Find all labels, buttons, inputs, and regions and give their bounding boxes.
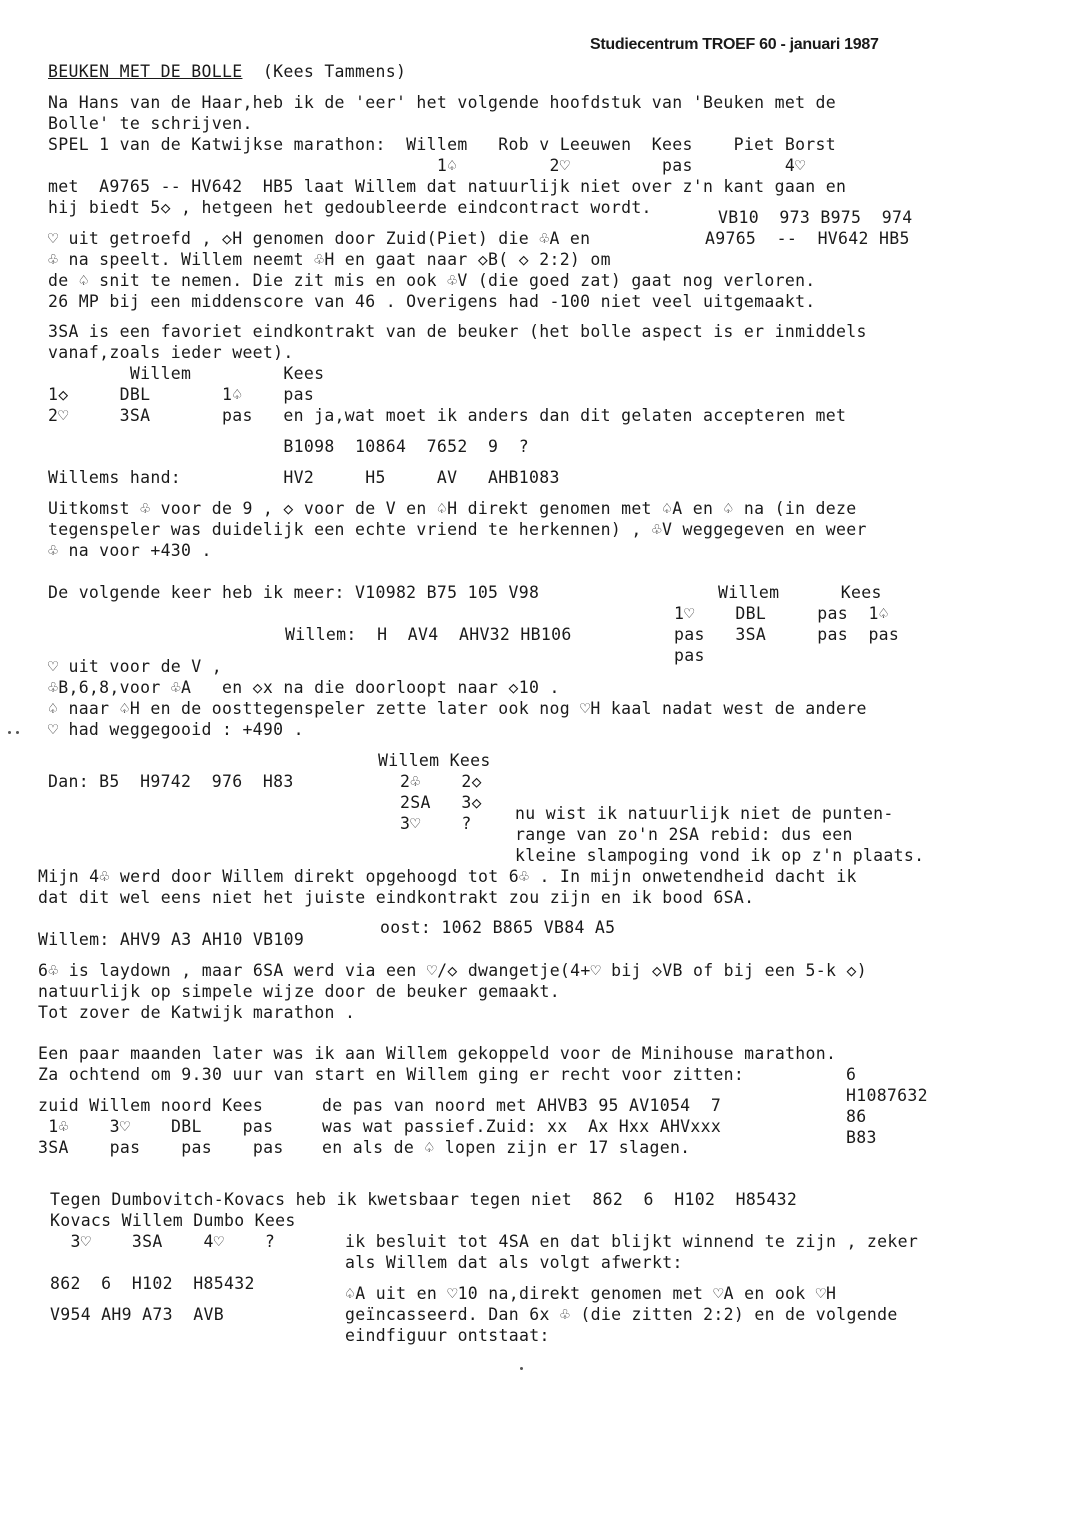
text-line: H1087632: [846, 1086, 928, 1105]
text-line: 2♧ 2◇: [400, 772, 482, 791]
text-line: ♧ na speelt. Willem neemt ♧H en gaat naar ◇B( ◇ 2:2) om: [48, 250, 611, 269]
text-line: Willem Kees: [718, 583, 882, 602]
text-line: Een paar maanden later was ik aan Willem gekoppeld voor de Minihouse marathon.: [38, 1044, 837, 1063]
text-line: en als de ♤ lopen zijn er 17 slagen.: [322, 1138, 691, 1157]
text-line: tegenspeler was duidelijk een echte vriend te herkennen) , ♧V weggegeven en weer: [48, 520, 867, 539]
text-line: kleine slampoging vond ik op z'n plaats.: [515, 846, 925, 865]
text-line: was wat passief.Zuid: xx Ax Hxx AHVxxx: [322, 1117, 722, 1136]
text-line: Willem Kees: [378, 751, 491, 770]
text-line: natuurlijk op simpele wijze door de beuker gemaakt.: [38, 982, 560, 1001]
scan-speck: [16, 731, 19, 734]
text-line: Willem: AHV9 A3 AH10 VB109: [38, 930, 305, 949]
text-line: pas: [674, 646, 705, 665]
text-line: 1◇ DBL 1♤ pas: [48, 385, 315, 404]
text-line: Tot zover de Katwijk marathon .: [38, 1003, 356, 1022]
text-line: de ♤ snit te nemen. Die zit mis en ook ♧V (die goed zat) gaat nog verloren.: [48, 271, 816, 290]
text-line: 1♡ DBL pas 1♤: [674, 604, 889, 623]
text-line: ik besluit tot 4SA en dat blijkt winnend te zijn , zeker: [345, 1232, 919, 1251]
text-line: geïncasseerd. Dan 6x ♧ (die zitten 2:2) en de volgende: [345, 1305, 898, 1324]
text-line: B83: [846, 1128, 877, 1147]
text-line: Kovacs Willem Dumbo Kees: [50, 1211, 296, 1230]
text-line: oost: 1062 B865 VB84 A5: [380, 918, 616, 937]
scan-speck: [8, 731, 11, 734]
text-line: 6♧ is laydown , maar 6SA werd via een ♡/◇ dwangetje(4+♡ bij ◇VB of bij een 5-k ◇): [38, 961, 867, 980]
text-line: B1098 10864 7652 9 ?: [48, 437, 529, 456]
text-line: 1♤ 2♡ pas 4♡: [48, 156, 806, 175]
text-line: De volgende keer heb ik meer: V10982 B75 105 V98: [48, 583, 540, 602]
text-line: 86: [846, 1107, 867, 1126]
text-line: 3SA pas pas pas: [38, 1138, 284, 1157]
text-line: Willems hand: HV2 H5 AV AHB1083: [48, 468, 560, 487]
text-line: 3♡ 3SA 4♡ ?: [50, 1232, 276, 1251]
text-line: 2SA 3◇: [400, 793, 482, 812]
scan-speck: [520, 1367, 523, 1370]
text-line: met A9765 -- HV642 HB5 laat Willem dat natuurlijk niet over z'n kant gaan en: [48, 177, 847, 196]
text-line: ♧B,6,8,voor ♧A en ◇x na die doorloopt naar ◇10 .: [48, 678, 560, 697]
text-line: range van zo'n 2SA rebid: dus een: [515, 825, 853, 844]
text-line: 26 MP bij een middenscore van 46 . Overigens had -100 niet veel uitgemaakt.: [48, 292, 816, 311]
article-title: BEUKEN MET DE BOLLE: [48, 62, 243, 81]
text-line: ♡ uit voor de V ,: [48, 657, 222, 676]
text-line: V954 AH9 A73 AVB: [50, 1305, 224, 1324]
text-line: dat dit wel eens niet het juiste eindkontrakt zou zijn en ik bood 6SA.: [38, 888, 755, 907]
text-line: Willem: H AV4 AHV32 HB106: [285, 625, 572, 644]
text-line: Uitkomst ♧ voor de 9 , ◇ voor de V en ♤H direkt genomen met ♤A en ♤ na (in deze: [48, 499, 857, 518]
text-line: SPEL 1 van de Katwijkse marathon: Willem Rob v Leeuwen Kees Piet Borst: [48, 135, 837, 154]
text-line: 2♡ 3SA pas en ja,wat moet ik anders dan dit gelaten accepteren met: [48, 406, 847, 425]
text-line: zuid Willem noord Kees: [38, 1096, 264, 1115]
text-line: Na Hans van de Haar,heb ik de 'eer' het volgende hoofdstuk van 'Beuken met de: [48, 93, 837, 112]
text-line: de pas van noord met AHVB3 95 AV1054 7: [322, 1096, 722, 1115]
text-line: vanaf,zoals ieder weet).: [48, 343, 294, 362]
text-line: 6: [846, 1065, 857, 1084]
text-line: pas 3SA pas pas: [674, 625, 900, 644]
text-line: ♤ naar ♤H en de oosttegenspeler zette later ook nog ♡H kaal nadat west de andere: [48, 699, 867, 718]
text-line: eindfiguur ontstaat:: [345, 1326, 550, 1345]
text-line: Willem Kees: [48, 364, 325, 383]
article-heading: [48, 62, 406, 82]
text-line: Dan: B5 H9742 976 H83: [48, 772, 294, 791]
text-line: ♧ na voor +430 .: [48, 541, 212, 560]
text-line: 1♧ 3♡ DBL pas: [38, 1117, 274, 1136]
text-line: Bolle' te schrijven.: [48, 114, 253, 133]
text-line: hij biedt 5◇ , hetgeen het gedoubleerde eindcontract wordt.: [48, 198, 652, 217]
text-line: 3♡ ?: [400, 814, 472, 833]
text-line: Za ochtend om 9.30 uur van start en Willem ging er recht voor zitten:: [38, 1065, 745, 1084]
article-author: (Kees Tammens): [262, 62, 407, 81]
text-line: nu wist ik natuurlijk niet de punten-: [515, 804, 894, 823]
text-line: Mijn 4♧ werd door Willem direkt opgehoogd tot 6♧ . In mijn onwetendheid dacht ik: [38, 867, 857, 886]
text-line: als Willem dat als volgt afwerkt:: [345, 1253, 683, 1272]
text-line: ♤A uit en ♡10 na,direkt genomen met ♡A en ook ♡H: [345, 1284, 837, 1303]
text-line: A9765 -- HV642 HB5: [705, 229, 910, 248]
text-line: ♡ uit getroefd , ◇H genomen door Zuid(Piet) die ♧A en: [48, 229, 591, 248]
text-line: 862 6 H102 H85432: [50, 1274, 255, 1293]
text-line: ♡ had weggegooid : +490 .: [48, 720, 304, 739]
text-line: Tegen Dumbovitch-Kovacs heb ik kwetsbaar tegen niet 862 6 H102 H85432: [50, 1190, 798, 1209]
text-line: 3SA is een favoriet eindkontrakt van de beuker (het bolle aspect is er inmiddels: [48, 322, 867, 341]
text-line: VB10 973 B975 974: [718, 208, 913, 227]
page-header: Studiecentrum TROEF 60 - januari 1987: [590, 36, 879, 53]
